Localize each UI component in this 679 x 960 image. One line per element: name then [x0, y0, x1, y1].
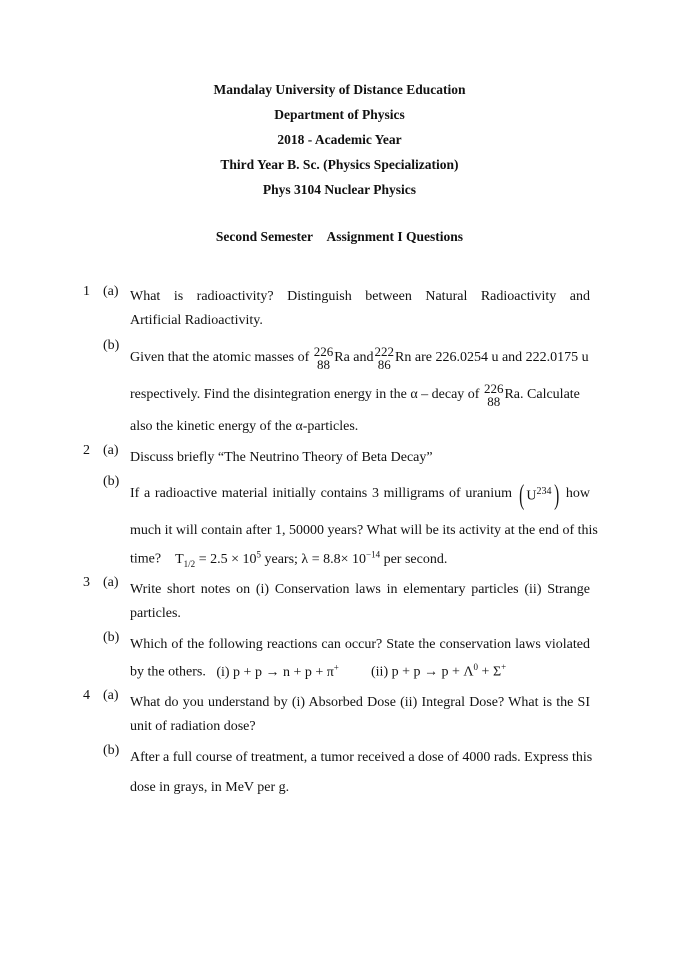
question-text: [130, 382, 580, 408]
charge-superscript: +: [501, 662, 507, 672]
unit-text: per second.: [383, 551, 448, 567]
department-name: Department of Physics: [274, 107, 405, 122]
question-number: 2: [83, 443, 90, 458]
half-life-value: = 2.5 × 10: [198, 551, 257, 567]
element-symbol: Rn: [395, 350, 412, 366]
course-level: Third Year B. Sc. (Physics Specialization): [220, 157, 459, 172]
exponent: 5: [256, 549, 261, 559]
text-fragment: Ra. Calculate: [504, 387, 580, 403]
part-label: (a): [103, 443, 119, 458]
decay-constant-text: years; λ = 8.8× 10: [264, 551, 366, 567]
question-text: [130, 478, 590, 511]
question-number: 3: [83, 575, 90, 590]
half-life-subscript: 1/2: [183, 558, 196, 569]
reaction-text: (ii) p + p → p + Λ: [371, 664, 474, 680]
question-text: particles.: [130, 606, 181, 621]
question-text: Discuss briefly “The Neutrino Theory of Beta Decay”: [130, 450, 433, 465]
text-fragment: If a radioactive material initially contains 3 milligrams of uranium: [130, 486, 512, 502]
atomic-number: 88: [316, 357, 330, 372]
question-text: Write short notes on (i) Conservation laws in elementary particles (ii) Strange: [130, 582, 590, 597]
charge-superscript: 0: [473, 662, 479, 672]
question-text: dose in grays, in MeV per g.: [130, 780, 290, 795]
uranium-234: ( $U^{234}$): [519, 480, 559, 512]
reaction-2: [371, 662, 506, 681]
atomic-number: 86: [377, 357, 391, 372]
text-fragment: time?: [130, 551, 162, 567]
question-text: much it will contain after 1, 50000 years? What will be its activity at the end of this: [130, 523, 598, 538]
academic-year: 2018 - Academic Year: [277, 132, 402, 147]
question-text: Which of the following reactions can occur? State the conservation laws violated: [130, 637, 590, 652]
charge-superscript: +: [333, 662, 339, 672]
question-text: [130, 345, 589, 371]
mass-number: 222: [374, 344, 395, 359]
nuclide-radon: [375, 345, 395, 371]
question-text: also the kinetic energy of the α-particles.: [130, 419, 359, 434]
part-label: (b): [103, 338, 120, 353]
assignment-label: Assignment I Questions: [326, 229, 464, 244]
element-symbol: Ra: [334, 350, 350, 366]
question-text: [130, 662, 339, 681]
part-label: (a): [103, 575, 119, 590]
mass-number: 226: [313, 344, 334, 359]
question-text: What do you understand by (i) Absorbed Dose (ii) Integral Dose? What is the SI: [130, 695, 590, 710]
reaction-text: (i) p + p → n + p + π: [216, 664, 334, 680]
reaction-1: [216, 662, 339, 680]
semester-label: Second Semester: [215, 229, 314, 244]
text-fragment: how: [565, 486, 590, 502]
mass-number: 234: [536, 486, 552, 497]
element-symbol: U: [526, 488, 537, 504]
part-label: (b): [103, 630, 120, 645]
question-number: 1: [83, 284, 90, 299]
text-fragment: by the others.: [130, 664, 206, 680]
text-fragment: Given that the atomic masses of: [130, 350, 310, 366]
text-fragment: and: [353, 350, 374, 366]
nuclide-radium: [314, 345, 334, 371]
part-label: (b): [103, 474, 120, 489]
text-fragment: are 226.0254 u and 222.0175 u: [414, 350, 589, 366]
question-text: What is radioactivity? Distinguish between Natural Radioactivity and: [130, 289, 590, 304]
question-text: [130, 549, 447, 568]
text-fragment: respectively. Find the disintegration energy in the α – decay of: [130, 387, 480, 403]
question-number: 4: [83, 688, 90, 703]
assignment-heading: [0, 229, 679, 245]
course-title: Phys 3104 Nuclear Physics: [262, 182, 417, 197]
question-text: Artificial Radioactivity.: [130, 313, 263, 328]
question-text: After a full course of treatment, a tumor received a dose of 4000 rads. Express this: [130, 750, 593, 765]
part-label: (b): [103, 743, 120, 758]
part-label: (a): [103, 688, 119, 703]
reaction-text: + Σ: [478, 664, 502, 680]
half-life-expression: [175, 549, 448, 569]
half-life-symbol: T: [175, 551, 184, 567]
question-text: unit of radiation dose?: [130, 719, 256, 734]
part-label: (a): [103, 284, 119, 299]
mass-number: 226: [483, 381, 504, 396]
exponent: −14: [366, 549, 381, 559]
atomic-number: 88: [487, 394, 501, 409]
university-name: Mandalay University of Distance Education: [213, 82, 466, 97]
nuclide-radium: [484, 382, 504, 408]
